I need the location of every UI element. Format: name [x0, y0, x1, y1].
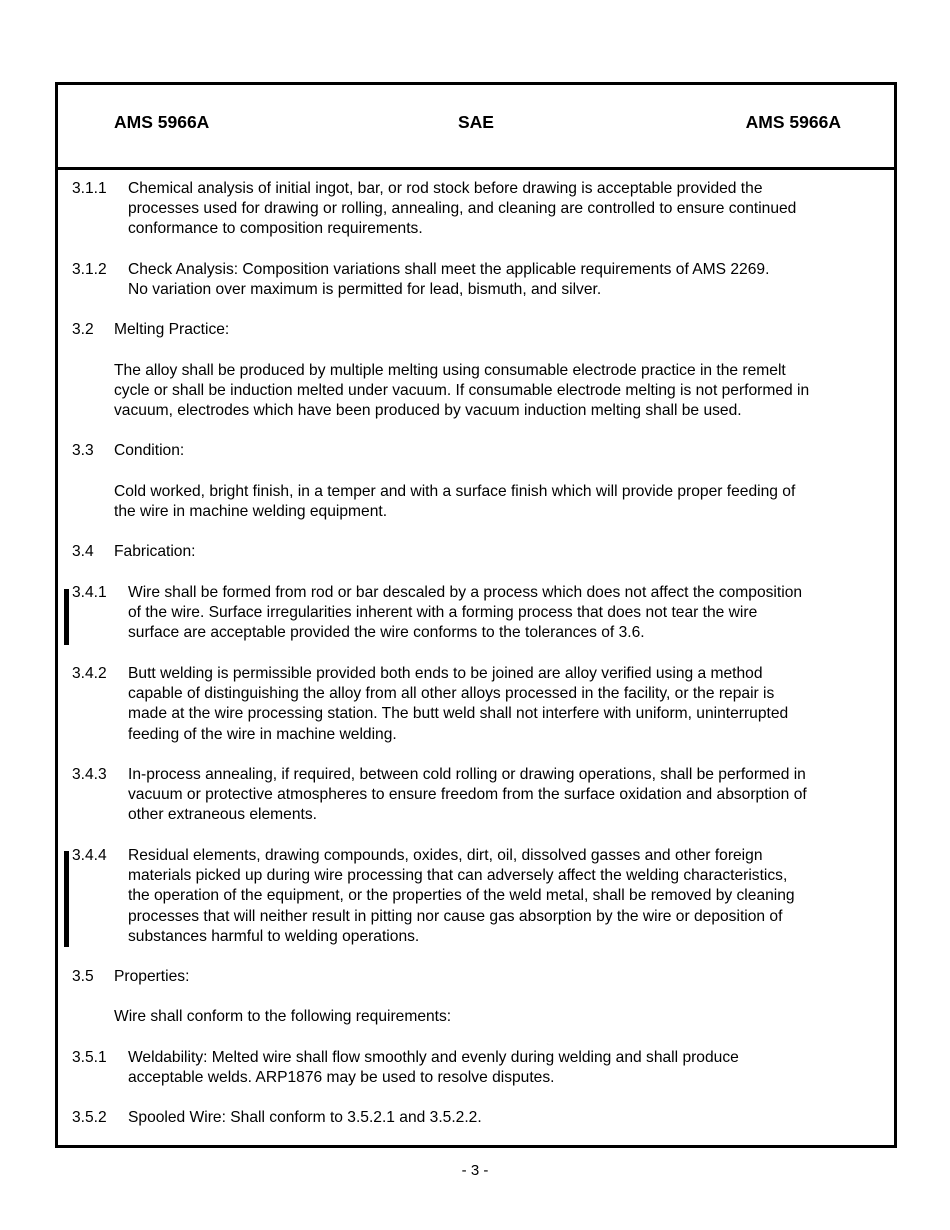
revision-change-bar — [64, 589, 69, 645]
section-3-1-1: Chemical analysis of initial ingot, bar, or rod stock before drawing is acceptable provided the processes used for drawing or rolling, annealing, and cleaning are controlled to ensure continued conformance to composition requirements. — [128, 180, 797, 238]
page-frame — [55, 82, 897, 1148]
section-3-4-2: Butt welding is permissible provided both ends to be joined are alloy verified using a method capable of distinguishing the alloy from all other alloys processed in the facility, or the repair is made at the wire processing station. The butt weld shall not interfere with uniform, uninterrupted feeding of the wire in machine welding. — [128, 665, 789, 743]
section-number: 3.4 — [72, 543, 94, 560]
header-doc-id-left: AMS 5966A — [114, 112, 210, 132]
section-number: 3.4.1 — [72, 584, 107, 601]
section-heading-condition: Condition: — [114, 442, 185, 459]
section-3-5-1: Weldability: Melted wire shall flow smoothly and evenly during welding and shall produce acceptable welds. ARP1876 may be used to resolve disputes. — [128, 1049, 739, 1087]
section-number: 3.1.2 — [72, 261, 107, 278]
section-number: 3.1.1 — [72, 180, 107, 197]
section-number: 3.4.4 — [72, 847, 107, 864]
section-3-5-2: Spooled Wire: Shall conform to 3.5.2.1 and 3.5.2.2. — [128, 1109, 482, 1126]
page-number: - 3 - — [461, 1162, 489, 1179]
section-3-4-3: In-process annealing, if required, between cold rolling or drawing operations, shall be performed in vacuum or protective atmospheres to ensure freedom from the surface oxidation and absorption of other extraneous elements. — [128, 766, 807, 824]
section-3-4-4: Residual elements, drawing compounds, oxides, dirt, oil, dissolved gasses and other foreign materials picked up during wire processing that can adversely affect the welding characteristics, the operation of the equipment, or the properties of the weld metal, shall be removed by cleaning processes that will neither result in pitting nor cause gas absorption by the wire or deposition of substances harmful to welding operations. — [128, 847, 795, 945]
section-3-4-1: Wire shall be formed from rod or bar descaled by a process which does not affect the composition of the wire. Surface irregularities inherent with a forming process that does not tear the wire surface are acceptable provided the wire conforms to the tolerances of 3.6. — [128, 584, 803, 642]
section-number: 3.2 — [72, 321, 94, 338]
document-header — [58, 85, 894, 170]
section-number: 3.4.2 — [72, 665, 107, 682]
section-number: 3.4.3 — [72, 766, 107, 783]
section-number: 3.5.1 — [72, 1049, 107, 1066]
header-doc-id-right: AMS 5966A — [745, 112, 841, 132]
section-heading-fabrication: Fabrication: — [114, 543, 196, 560]
section-number: 3.5.2 — [72, 1109, 107, 1126]
section-heading-melting: Melting Practice: — [114, 321, 230, 338]
properties-body: Wire shall conform to the following requirements: — [114, 1008, 452, 1025]
melting-practice-body: The alloy shall be produced by multiple melting using consumable electrode practice in the remelt cycle or shall be induction melted under vacuum. If consumable electrode melting is not performed in vacuum, electrodes which have been produced by vacuum induction melting shall be used. — [114, 362, 810, 420]
header-org: SAE — [458, 112, 494, 132]
revision-change-bar — [64, 851, 69, 947]
section-number: 3.3 — [72, 442, 94, 459]
condition-body: Cold worked, bright finish, in a temper and with a surface finish which will provide proper feeding of the wire in machine welding equipment. — [114, 483, 796, 521]
section-heading-properties: Properties: — [114, 968, 190, 985]
section-number: 3.5 — [72, 968, 94, 985]
section-3-1-2: Check Analysis: Composition variations shall meet the applicable requirements of AMS 2269. No variation over maximum is permitted for lead, bismuth, and silver. — [128, 261, 770, 299]
